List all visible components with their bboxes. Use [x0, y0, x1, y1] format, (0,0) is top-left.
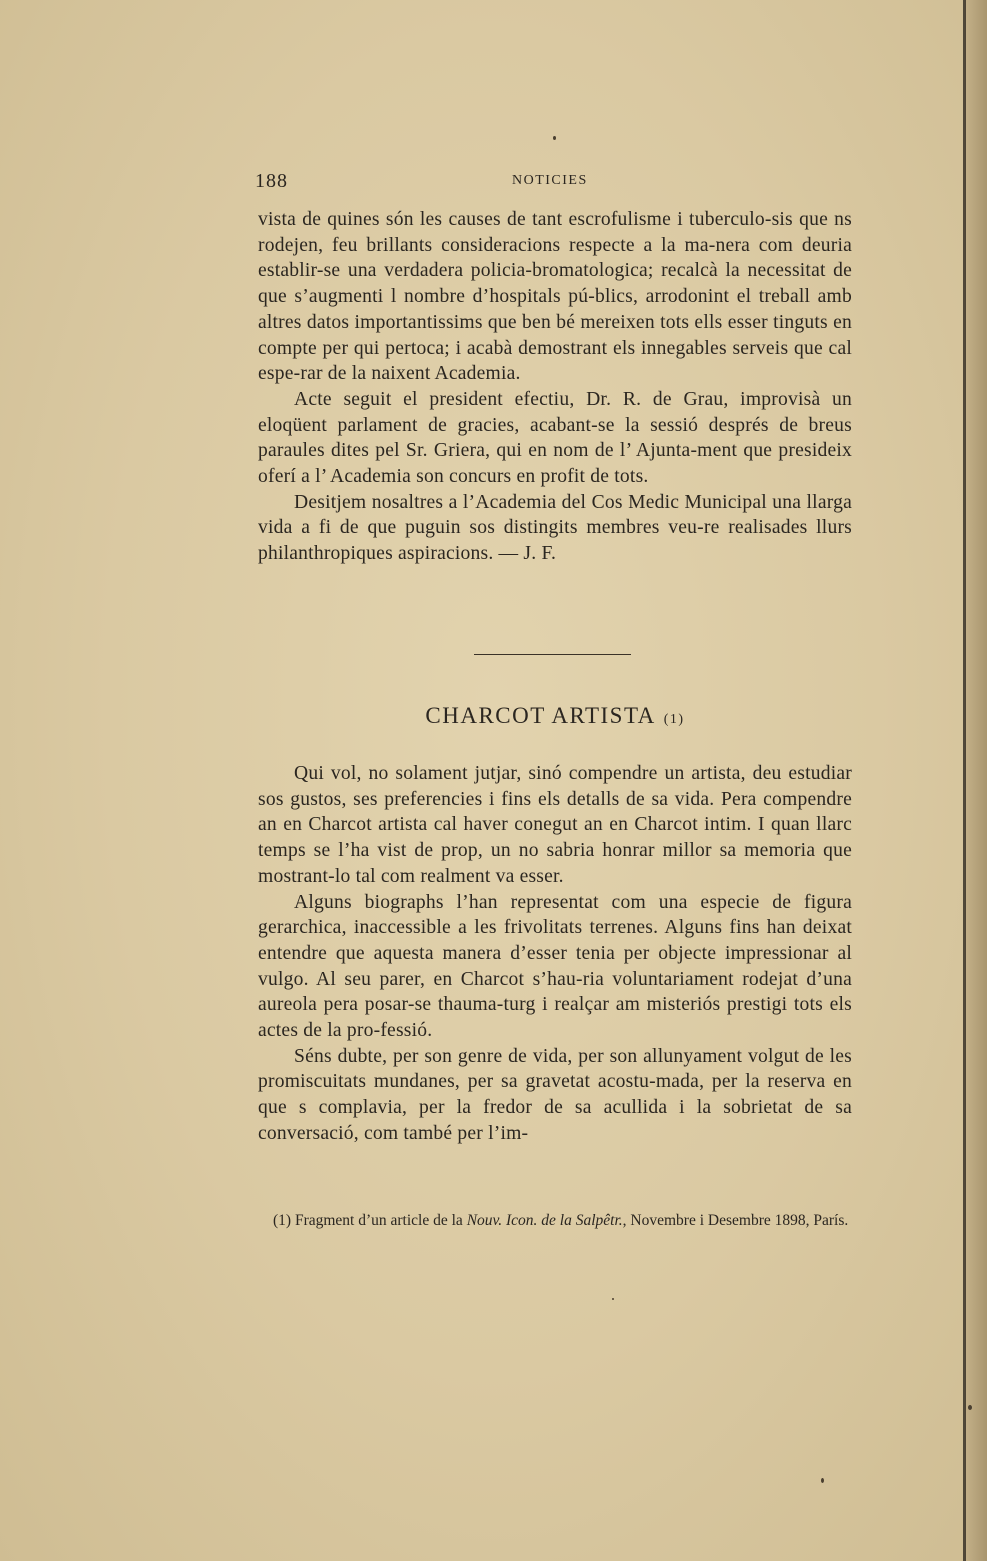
footnote-mark: (1): [273, 1212, 292, 1229]
paragraph: Desitjem nosaltres a l’Academia del Cos Medic Municipal una llarga vida a fi de que puguin sos distingits membres veu-re realisades llurs philanthropiques aspiracions. — J. F.: [258, 491, 852, 565]
paragraph: Acte seguit el president efectiu, Dr. R. de Grau, improvisà un eloqüent parlament de gracies, acabant-se la sessió després de breus paraules dites pel Sr. Griera, qui en nom de l’ Ajunta-ment que presideix oferí a l’ Academia son concurs en profit de tots.: [258, 388, 852, 488]
section-title: [258, 703, 852, 729]
paper-speck: [612, 1298, 614, 1300]
paper-speck: [821, 1478, 824, 1483]
paper-speck: [553, 136, 556, 140]
paragraph: Séns dubte, per son genre de vida, per son allunyament volgut de les promiscuitats mundanes, per sa gravetat acostu-mada, per la reserva en que s complavia, per la fredor de sa acullida i la sobrietat de sa conversació, com també per l’im-: [258, 1045, 852, 1144]
running-head: NOTICIES: [512, 173, 588, 188]
article-body: [258, 761, 852, 1147]
page-header: [255, 170, 850, 196]
paper-speck: [968, 1405, 972, 1410]
paragraph: Alguns biographs l’han representat com una especie de figura gerarchica, inaccessible a les frivolitats terrenes. Alguns fins han deixat entendre que aquesta manera d’esser tenia per objecte impressionar al vulgo. Al seu parer, en Charcot s’hau-ria voluntariament rodejat d’una aureola pera posar-se thauma-turg i realçar am misteriós prestigi tots els actes de la pro-fessió.: [258, 891, 852, 1042]
page-number: 188: [255, 170, 288, 192]
section-title-text: CHARCOT ARTISTA: [425, 703, 656, 728]
page-edge-line: [963, 0, 966, 1561]
footnote: [255, 1211, 853, 1231]
top-text-block: [258, 207, 852, 567]
section-divider: [474, 654, 631, 655]
footnote-reference: (1): [663, 712, 685, 727]
page-edge-shadow: [965, 0, 987, 1561]
footnote-text-end: , Novembre i Desembre 1898, París.: [622, 1212, 849, 1229]
footnote-journal: Nouv. Icon. de la Salpêtr.: [466, 1212, 623, 1229]
footnote-text: Fragment d’un article de la: [294, 1212, 467, 1229]
paragraph: vista de quines són les causes de tant escrofulisme i tuberculo-sis que ns rodejen, feu brillants consideracions respecte a la ma-nera com deuria establir-se una verdadera policia-bromatologica; recalcà la necessitat de que s’augmenti l nombre d’hospitals pú-blics, arrodonint el treball amb altres datos importantissims que ben bé mereixen tots ells esser tinguts en compte per qui pertoca; i acabà demostrant els innegables serveis que cal espe-rar de la naixent Academia.: [258, 209, 852, 385]
paragraph: Qui vol, no solament jutjar, sinó compendre un artista, deu estudiar sos gustos, ses preferencies i fins els detalls de sa vida. Pera compendre an en Charcot artista cal haver conegut an en Charcot intim. I quan llarc temps se l’ha vist de prop, un no sabria honrar millor sa memoria que mostrant-lo tal com realment va esser.: [258, 763, 852, 887]
